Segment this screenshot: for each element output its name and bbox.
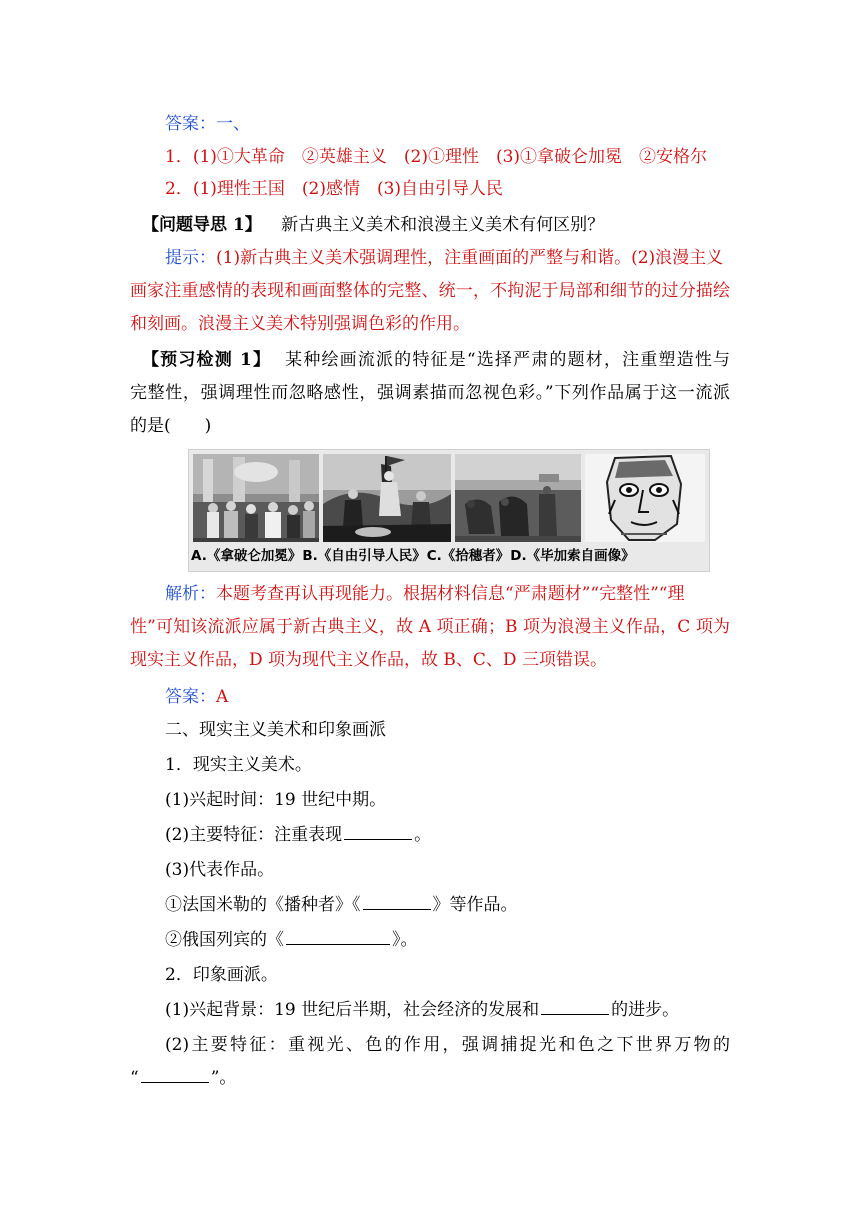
hint-line-2: 画家注重感情的表现和画面整体的完整、统一，不拘泥于局部和细节的过分描绘 [130,281,730,301]
fill-blank [141,1066,209,1083]
impressionism-background-text: (1)兴起背景：19 世纪后半期，社会经济的发展和 [165,1000,540,1020]
realism-feature [165,823,765,847]
check-label: 【预习检测 1】 [142,350,272,370]
repin-works-end: 》。 [392,930,418,950]
answer-2-label: 答案： [165,687,216,707]
check-text-1: 某种绘画流派的特征是“选择严肃的题材，注重塑造性与 [285,350,730,370]
napoleon-coronation-image [193,454,319,542]
realism-feature-end: 。 [414,825,432,845]
impressionism-feature: (2)主要特征：重视光、色的作用，强调捕捉光和色之下世界万物的 [165,1035,730,1055]
liberty-leading-people-image [323,454,451,542]
answer-label: 答案： [165,114,216,134]
hint-line-1 [165,246,730,270]
gleaners-image [455,454,581,542]
question-guide-text: 新古典主义美术和浪漫主义美术有何区别？ [281,215,605,235]
fill-blank [363,893,431,910]
question-guide-label: 【问题导思 1】 [142,215,262,235]
caption-d: D.《毕加索自画像》 [510,548,635,564]
millet-works-end: 》等作品。 [432,895,518,915]
analysis-line-1 [165,582,730,606]
repin-works-text: ②俄国列宾的《 [165,930,284,950]
millet-works [165,893,765,917]
impressionism-background [165,998,765,1022]
fill-blank [541,998,609,1015]
impressionism-heading: 2．印象画派。 [165,965,278,985]
picasso-self-portrait-image [585,454,705,542]
repin-works [165,928,765,952]
fill-blank [286,928,390,945]
caption-b: B.《自由引导人民》 [302,548,426,564]
artwork-images [188,449,710,572]
analysis-label: 解析： [165,584,216,604]
hint-line-3: 和刻画。浪漫主义美术特别强调色彩的作用。 [130,314,470,334]
check-line-3: 的是( ) [130,416,212,436]
close-quote: ”。 [210,1068,237,1088]
artwork-captions [189,544,711,568]
question-guide-1 [142,213,742,237]
realism-feature-text: (2)主要特征：注重表现 [165,825,343,845]
analysis-line-3: 现实主义作品，D 项为现代主义作品，故 B、C、D 三项错误。 [130,650,607,670]
realism-heading: 1．现实主义美术。 [165,755,312,775]
realism-time: (1)兴起时间：19 世纪中期。 [165,790,387,810]
check-line-1 [142,348,730,372]
realism-works: (3)代表作品。 [165,860,275,880]
answer-text: 一、 [216,114,250,134]
check-line-2: 完整性，强调理性而忽略感性，强调素描而忽视色彩。”下列作品属于这一流派 [130,383,730,403]
caption-c: C.《拾穗者》 [426,548,510,564]
millet-works-text: ①法国米勒的《播种者》《 [165,895,361,915]
answer-1 [165,112,765,136]
open-quote: “ [130,1068,139,1088]
hint-label: 提示： [165,248,216,268]
section-2-title: 二、现实主义美术和印象画派 [165,720,386,740]
hint-text-1: (1)新古典主义美术强调理性，注重画面的严整与和谐。(2)浪漫主义 [216,248,724,268]
impressionism-feature-cont [130,1066,730,1090]
analysis-text-1: 本题考查再认再现能力。根据材料信息“严肃题材”“完整性”“理 [216,584,685,604]
impressionism-background-end: 的进步。 [611,1000,680,1020]
answer-2 [165,685,765,709]
analysis-line-2: 性”可知该流派应属于新古典主义，故 A 项正确；B 项为浪漫主义作品，C 项为 [130,617,730,637]
caption-a: A.《拿破仑加冕》 [191,548,302,564]
answer-line-2: 2．(1)理性王国 (2)感情 (3)自由引导人民 [165,179,504,199]
answer-line-1: 1．(1)①大革命 ②英雄主义 (2)①理性 (3)①拿破仑加冕 ②安格尔 [165,147,708,167]
fill-blank [344,823,412,840]
answer-2-text: A [216,687,229,707]
